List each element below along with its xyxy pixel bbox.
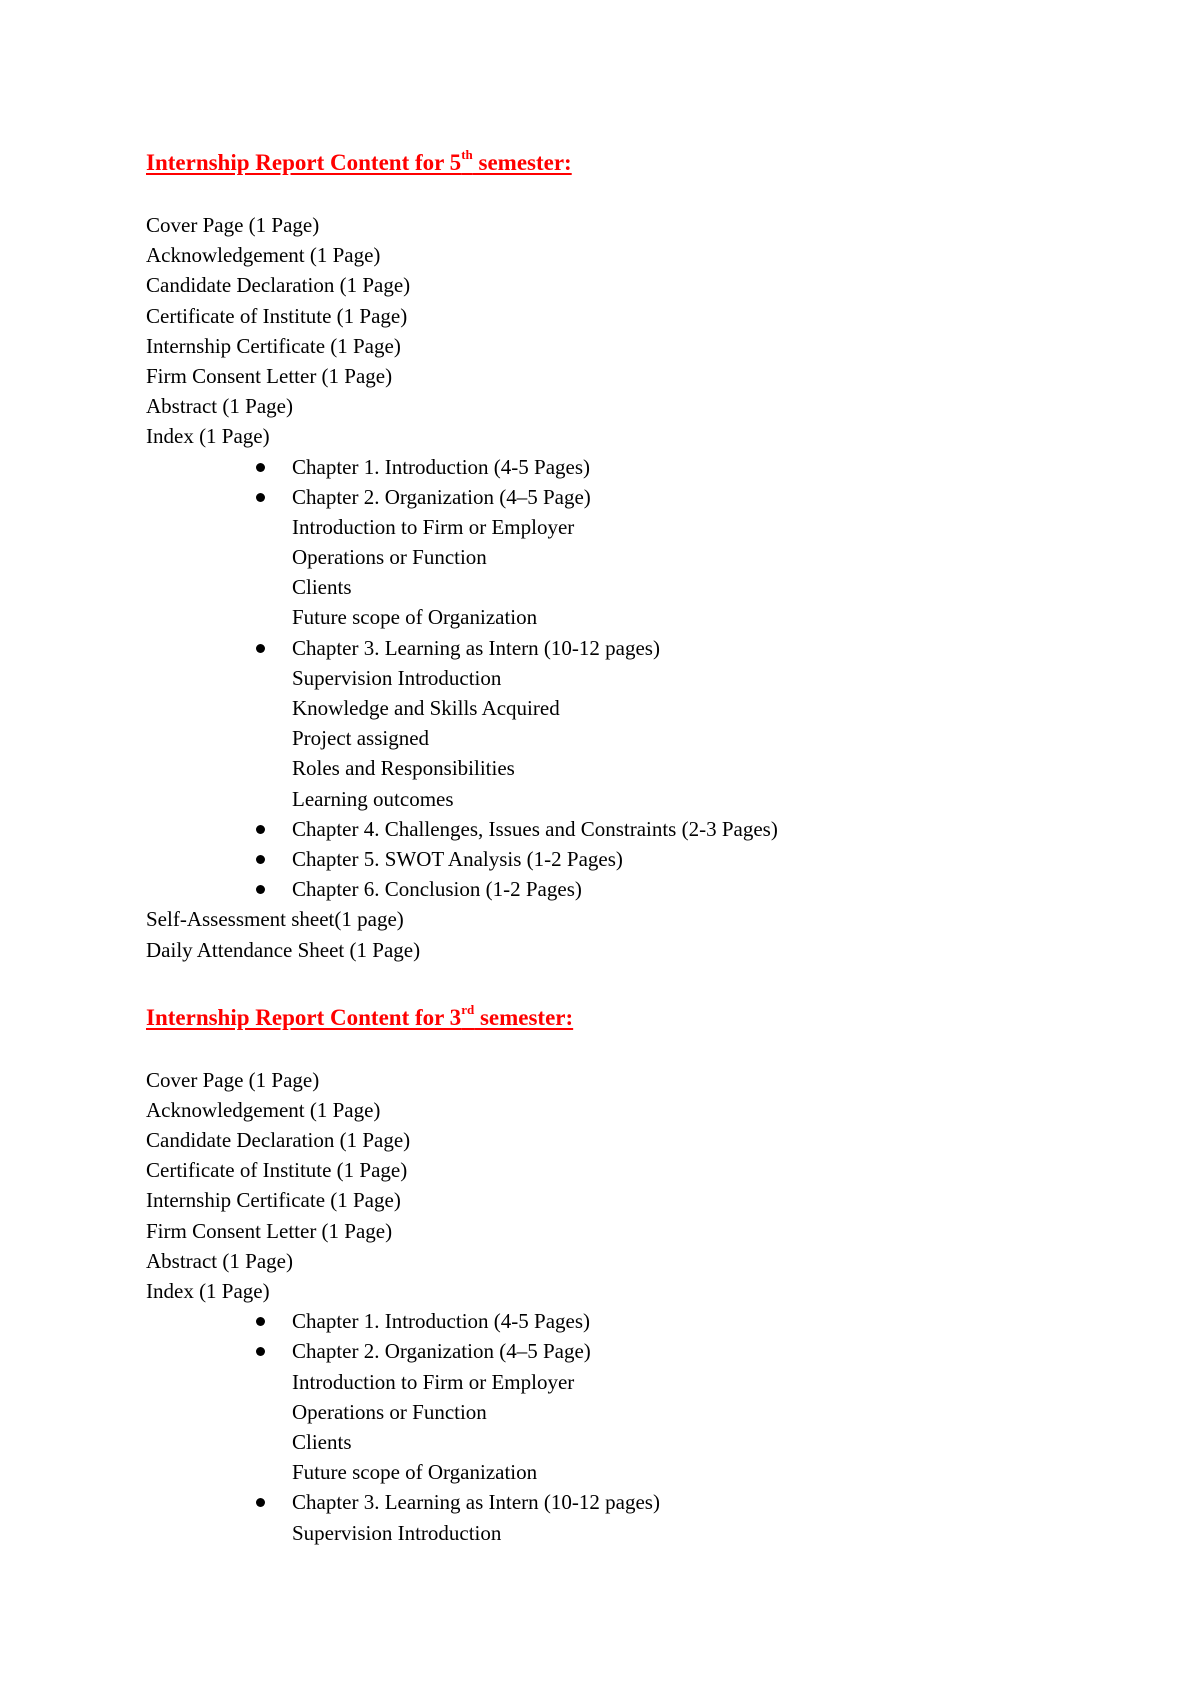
bullet-icon: [256, 1317, 265, 1326]
chapter-subitem: Roles and Responsibilities: [292, 756, 515, 781]
chapter-list-item: Chapter 1. Introduction (4-5 Pages): [146, 1306, 1146, 1336]
bullet-icon: [256, 1347, 265, 1356]
chapter-list-item: Chapter 3. Learning as Intern (10-12 pages): [146, 1487, 1146, 1517]
section-heading: Internship Report Content for 5th semester:: [146, 147, 572, 175]
chapter-subitem: Supervision Introduction: [292, 665, 502, 690]
bullet-icon: [256, 644, 265, 653]
back-item: Self-Assessment sheet(1 page): [146, 907, 404, 932]
chapter-subitem: Project assigned: [292, 726, 430, 751]
chapter-subitem: Future scope of Organization: [292, 1460, 538, 1485]
front-item: Firm Consent Letter (1 Page): [146, 363, 393, 388]
front-item: Cover Page (1 Page): [146, 1067, 320, 1092]
chapter-subitem: Introduction to Firm or Employer: [292, 1369, 575, 1394]
document-page: [146, 148, 1146, 1548]
chapter-subitem: Operations or Function: [292, 545, 487, 570]
chapter-list-item: Chapter 1. Introduction (4-5 Pages): [146, 452, 1146, 482]
front-item: Index (1 Page): [146, 424, 270, 449]
chapter-subitem: Operations or Function: [292, 1399, 487, 1424]
chapter-list-item: Chapter 4. Challenges, Issues and Constraints (2-3 Pages): [146, 814, 1146, 844]
chapter-list-item: Chapter 5. SWOT Analysis (1-2 Pages): [146, 844, 1146, 874]
bullet-icon: [256, 1498, 265, 1507]
front-item: Candidate Declaration (1 Page): [146, 273, 411, 298]
front-item: Certificate of Institute (1 Page): [146, 303, 408, 328]
section-3rd-semester: [146, 1003, 1146, 1548]
bullet-icon: [256, 493, 265, 502]
section-5th-semester: [146, 148, 1146, 965]
front-item: Internship Certificate (1 Page): [146, 333, 401, 358]
front-item: Cover Page (1 Page): [146, 213, 320, 237]
chapter-subitem: Knowledge and Skills Acquired: [292, 696, 560, 720]
front-item: Certificate of Institute (1 Page): [146, 1158, 408, 1183]
chapter-subitem: Supervision Introduction: [292, 1520, 502, 1545]
bullet-icon: [256, 463, 265, 472]
chapter-subitem: Future scope of Organization: [292, 605, 538, 630]
chapter-list-item: Chapter 2. Organization (4–5 Page): [146, 482, 1146, 512]
chapter-subitem: Clients: [292, 575, 352, 600]
front-item: Abstract (1 Page): [146, 394, 293, 419]
bullet-icon: [256, 855, 265, 864]
front-item: Index (1 Page): [146, 1279, 270, 1303]
front-item: Abstract (1 Page): [146, 1248, 293, 1273]
front-item: Internship Certificate (1 Page): [146, 1188, 401, 1213]
front-item: Firm Consent Letter (1 Page): [146, 1218, 393, 1243]
chapter-subitem: Clients: [292, 1429, 352, 1454]
front-item: Acknowledgement (1 Page): [146, 1097, 381, 1122]
bullet-icon: [256, 885, 265, 894]
bullet-icon: [256, 825, 265, 834]
front-item: Acknowledgement (1 Page): [146, 243, 381, 268]
front-item: Candidate Declaration (1 Page): [146, 1128, 411, 1153]
chapter-list-item: Chapter 6. Conclusion (1-2 Pages): [146, 874, 1146, 904]
chapter-list-item: Chapter 3. Learning as Intern (10-12 pages): [146, 633, 1146, 663]
section-heading: Internship Report Content for 3rd semester:: [146, 1002, 574, 1030]
chapter-subitem: Introduction to Firm or Employer: [292, 514, 575, 539]
chapter-subitem: Learning outcomes: [292, 786, 454, 811]
back-item: Daily Attendance Sheet (1 Page): [146, 937, 421, 962]
chapter-list-item: Chapter 2. Organization (4–5 Page): [146, 1336, 1146, 1366]
